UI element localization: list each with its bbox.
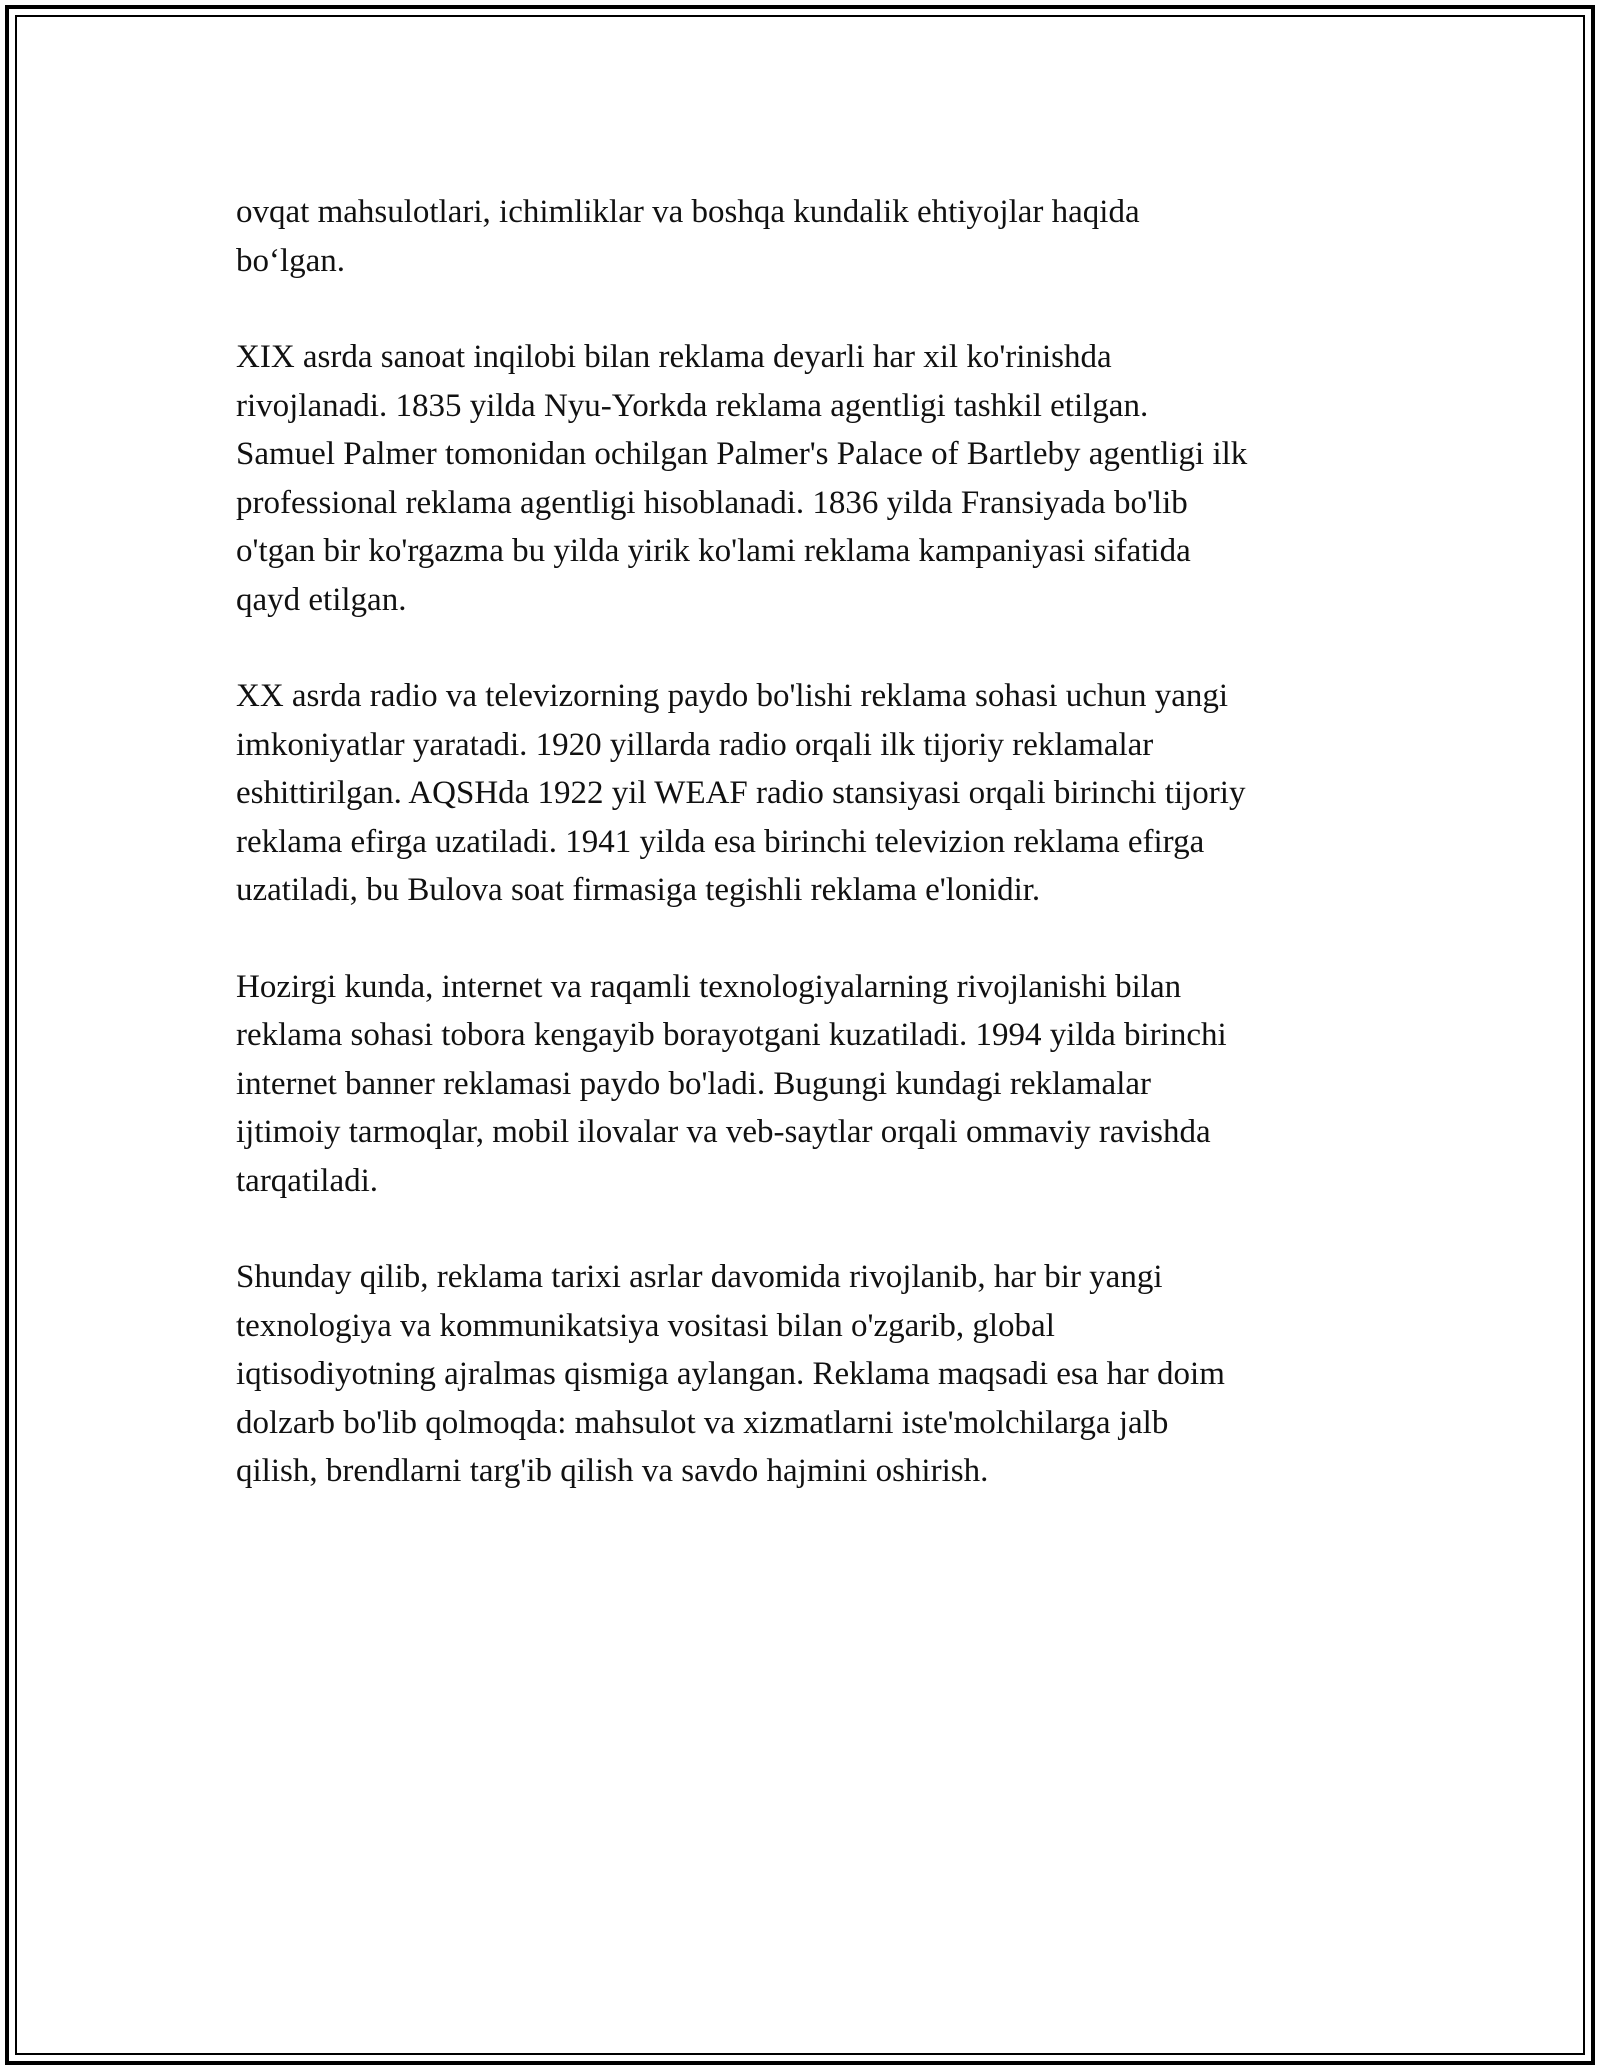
paragraph-4: Hozirgi kunda, internet va raqamli texnologiyalarning rivojlanishi bilan reklama sohasi tobora kengayib borayotgani kuzatiladi. 1994 yilda birinchi internet banner reklamasi paydo bo'ladi. Bugungi kundagi reklamalar ijtimoiy tarmoqlar, mobil ilovalar va veb-saytlar orqali ommaviy ravishda tarqatiladi. [236, 968, 1227, 1199]
paragraph-5: Shunday qilib, reklama tarixi asrlar davomida rivojlanib, har bir yangi texnologiya va kommunikatsiya vositasi bilan o'zgarib, global iqtisodiyotning ajralmas qismiga aylangan. Reklama maqsadi esa har doim dolzarb bo'lib qolmoqda: mahsulot va xizmatlarni iste'molchilarga jalb qilish, brendlarni targ'ib qilish va savdo hajmini oshirish. [236, 1259, 1225, 1489]
document-body [236, 188, 1386, 1544]
paragraph-3: XX asrda radio va televizorning paydo bo'lishi reklama sohasi uchun yangi imkoniyatlar yaratadi. 1920 yillarda radio orqali ilk tijoriy reklamalar eshittirilgan. AQSHda 1922 yil WEAF radio stansiyasi orqali birinchi tijoriy reklama efirga uzatiladi. 1941 yilda esa birinchi televizion reklama efirga uzatiladi, bu Bulova soat firmasiga tegishli reklama e'lonidir. [236, 678, 1246, 908]
paragraph-2: XIX asrda sanoat inqilobi bilan reklama deyarli har xil ko'rinishda rivojlanadi. 1835 yilda Nyu-Yorkda reklama agentligi tashkil etilgan. Samuel Palmer tomonidan ochilgan Palmer's Palace of Bartleby agentligi ilk professional reklama agentligi hisoblanadi. 1836 yilda Fransiyada bo'lib o'tgan bir ko'rgazma bu yilda yirik ko'lami reklama kampaniyasi sifatida qayd etilgan. [236, 339, 1248, 618]
paragraph-1: ovqat mahsulotlari, ichimliklar va boshqa kundalik ehtiyojlar haqida bo‘lgan. [236, 194, 1140, 279]
